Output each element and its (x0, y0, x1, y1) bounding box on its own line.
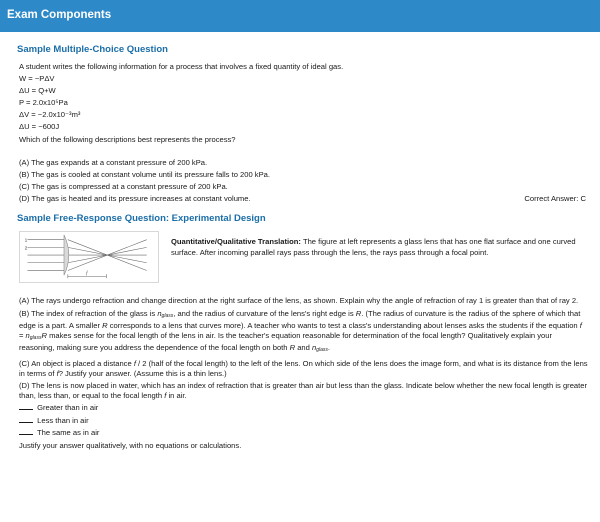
mc-last-row (19, 193, 588, 205)
ray-2-label: 2 (24, 246, 28, 252)
fr-section-title: Sample Free-Response Question: Experimental Design (17, 213, 266, 224)
mc-equation: P = 2.0x10⁵Pa (19, 98, 68, 107)
mc-equation: ΔU = −600J (19, 122, 60, 131)
translation-text: Quantitative/Qualitative Translation: The figure at left represents a glass lens that has one flat surface and one curved surface. After incoming parallel rays pass through the lens, the rays pass through a focal point. (171, 237, 576, 257)
plano-convex-lens (64, 235, 69, 275)
mc-prompt: A student writes the following information for a process that involves a fixed quantity of ideal gas. (19, 62, 344, 71)
correct-answer: Correct Answer: C (524, 194, 586, 203)
lens-diagram (19, 231, 159, 283)
mc-equation: ΔV = −2.0x10⁻³m³ (19, 110, 81, 119)
fr-part-a: (A) The rays undergo refraction and change direction at the right surface of the lens, as shown. Explain why the angle of refraction of ray 1 is greater than that of ray 2. (19, 296, 579, 305)
mc-option-d: (D) The gas is heated and its pressure increases at constant volume. (19, 194, 251, 203)
mc-question-body (19, 61, 588, 205)
header-title: Exam Components (7, 9, 112, 21)
mc-options (19, 157, 588, 205)
answer-blank[interactable] (19, 422, 33, 423)
choice-greater[interactable]: Greater than in air (19, 403, 588, 414)
mc-question: Which of the following descriptions best represents the process? (19, 135, 236, 144)
fr-part-c: (C) An object is placed a distance f / 2 (half of the focal length) to the left of the lens. On which side of the lens does the image form, and what is its distance from the lens in terms of f? Justify your answer. (Assume this is a thin lens.) (19, 358, 588, 378)
answer-blank[interactable] (19, 434, 33, 435)
choice-same[interactable]: The same as in air (19, 428, 588, 439)
mc-option-c: (C) The gas is compressed at a constant pressure of 200 kPa. (19, 182, 228, 191)
ray-1-label: 1 (24, 238, 28, 244)
focal-label: f (86, 271, 88, 277)
justify-instruction: Justify your answer qualitatively, with no equations or calculations. (19, 440, 242, 450)
mc-equation: W = −PΔV (19, 74, 55, 83)
mc-equation: ΔU = Q+W (19, 86, 56, 95)
app-header (0, 0, 600, 32)
choice-less[interactable]: Less than in air (19, 416, 588, 427)
mc-option-b: (B) The gas is cooled at constant volume until its pressure falls to 200 kPa. (19, 170, 271, 179)
mc-section-title: Sample Multiple-Choice Question (17, 44, 168, 55)
fr-intro (19, 231, 600, 283)
mc-option-a: (A) The gas expands at a constant pressure of 200 kPa. (19, 158, 208, 167)
fr-question-body (19, 296, 588, 451)
answer-blank[interactable] (19, 409, 33, 410)
fr-part-d: (D) The lens is now placed in water, which has an index of refraction that is greater than air but less than the glass. Indicate below whether the new focal length is greater than, less than, or equal to the focal length f in air. (19, 381, 588, 400)
fr-part-b: (B) The index of refraction of the glass is $n_{glass}$, and the radius of curvature of the lens's right edge is R. (The radius of curvature is the radius of the sphere of which that edge is a part. A smaller R corresponds to a lens that curves more). A teacher who wants to test a class's understanding about lenses asks the students if the equation $f = n_{glass}R$ makes sense for the focal length of the lens in air. Is the teacher's equation reasonable for determination of the focal length? Qualitatively explain your reasoning, making sure you address the dependence of the focal length on both R and $n_{glass}$. (19, 308, 582, 354)
translation-label: Quantitative/Qualitative Translation: (171, 237, 301, 246)
